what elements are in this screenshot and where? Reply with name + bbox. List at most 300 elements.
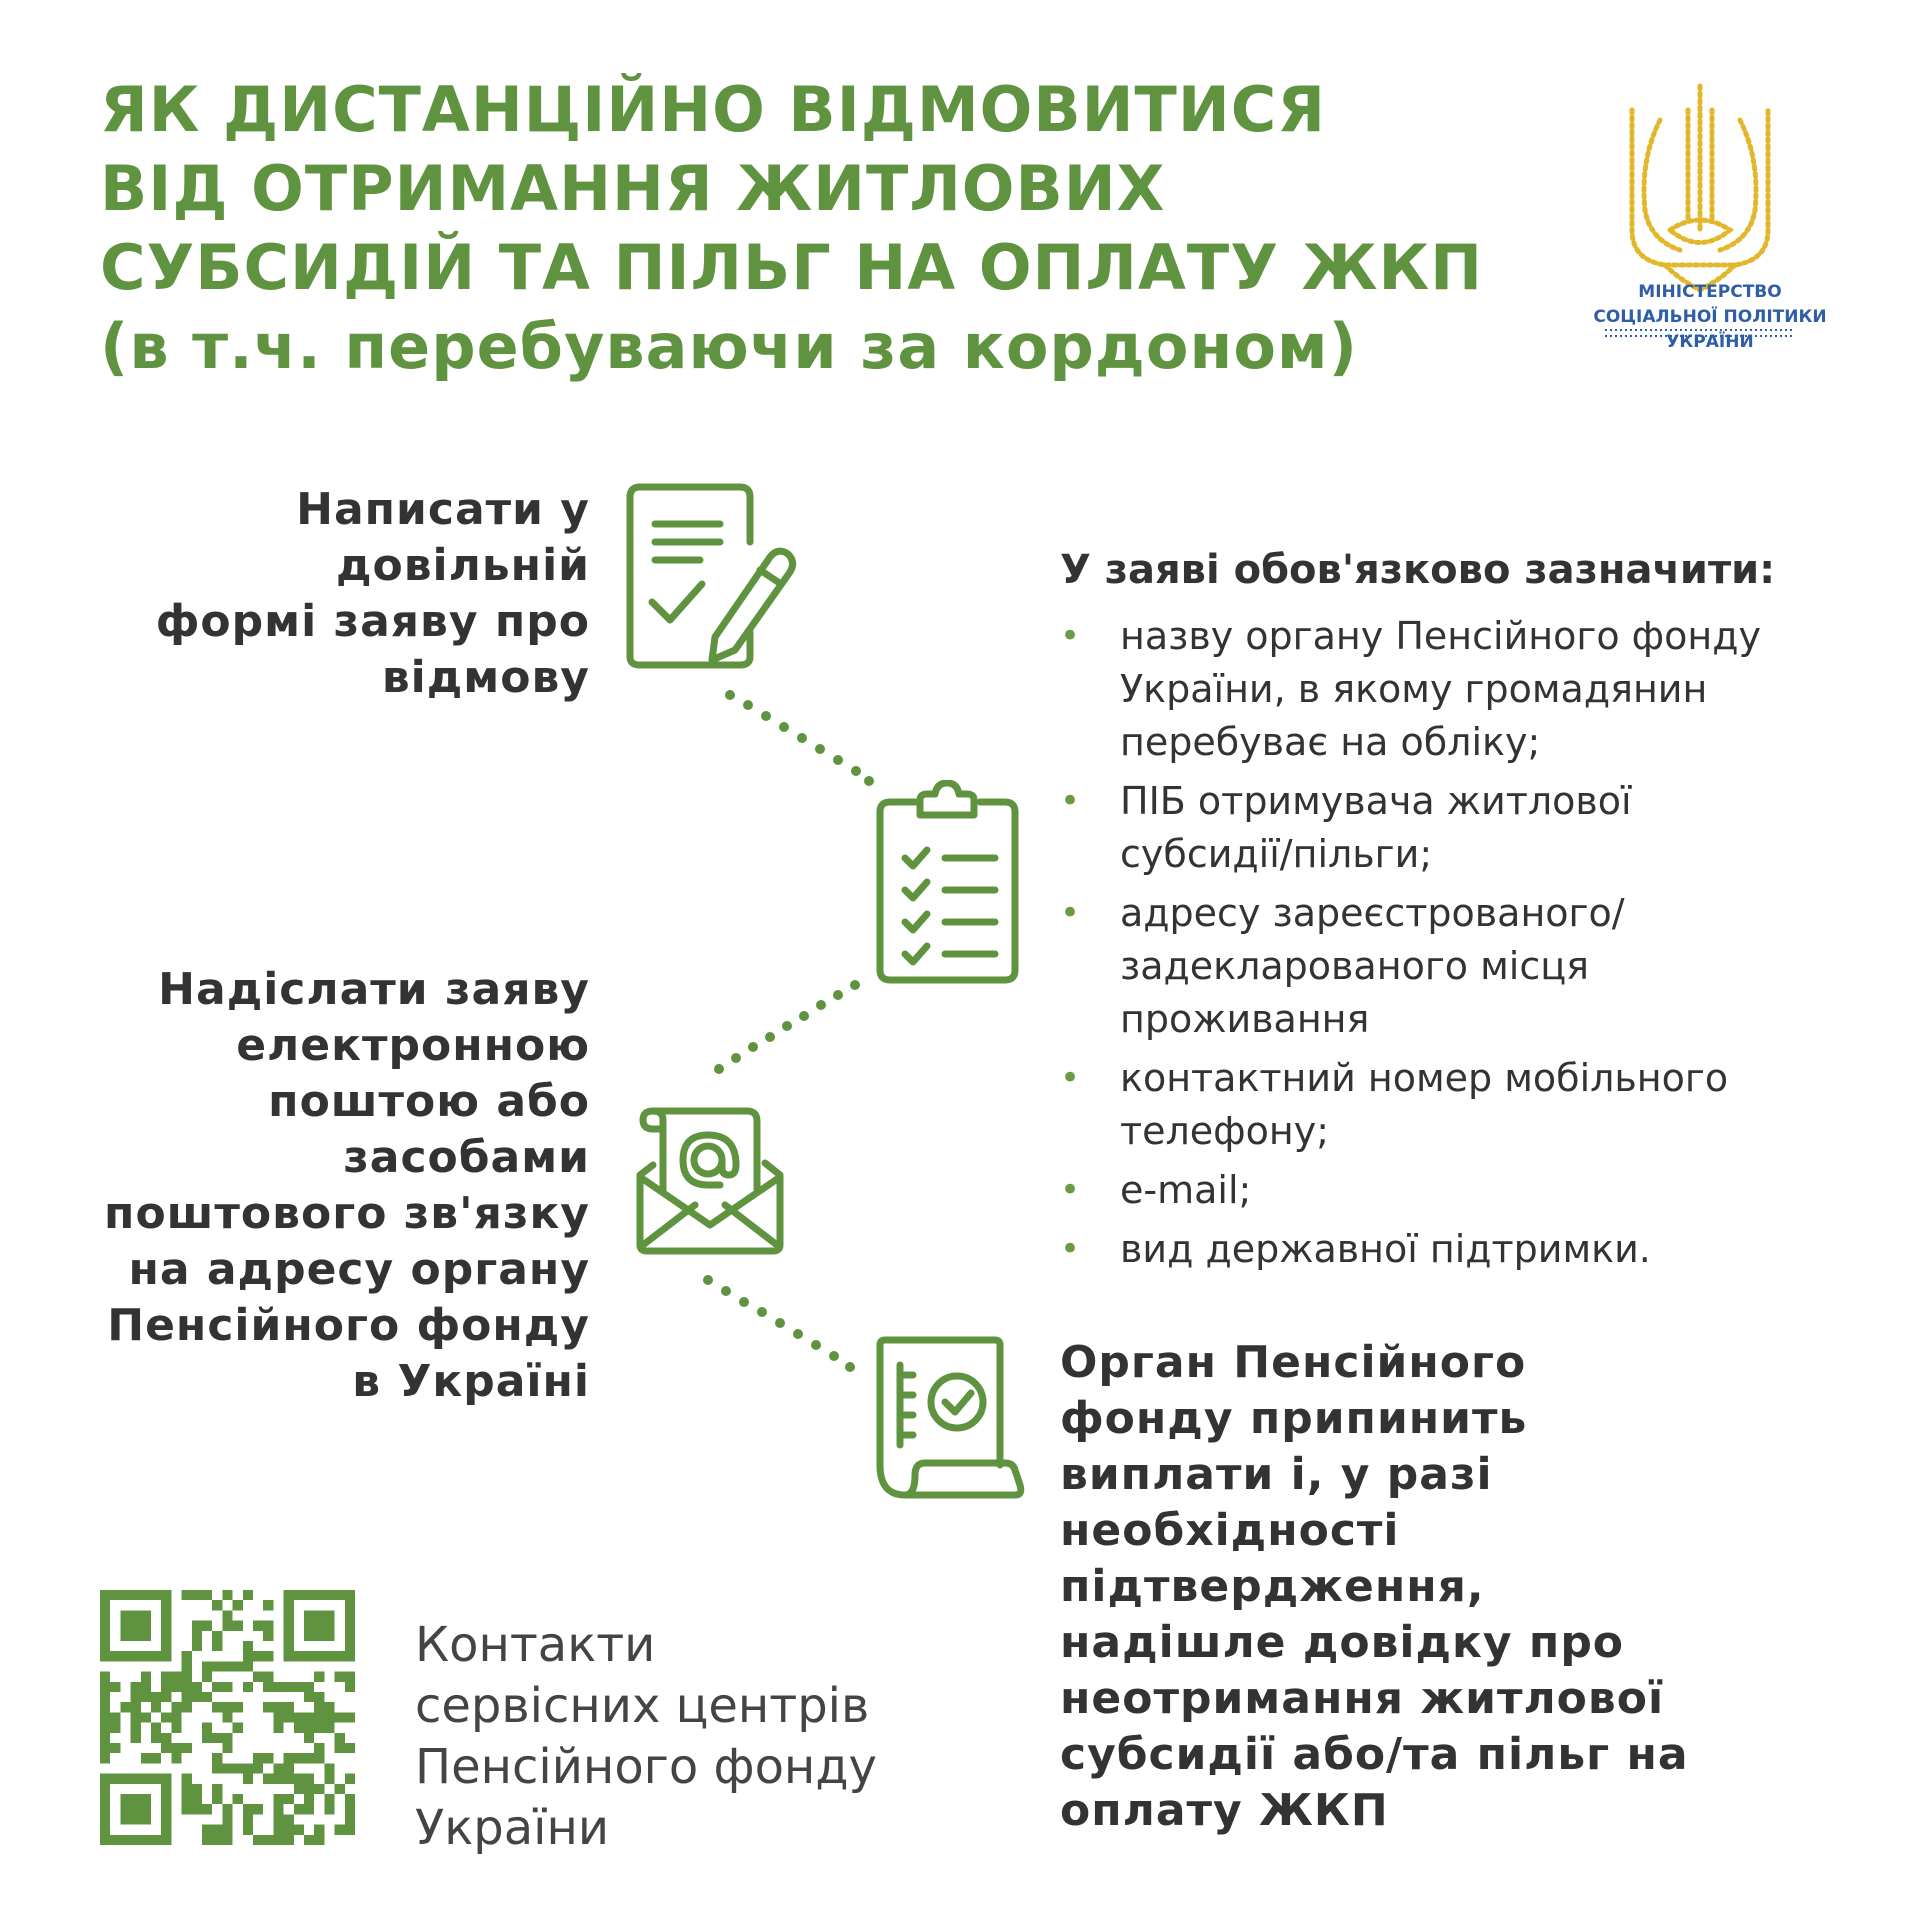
qr-module: [263, 1835, 273, 1845]
qr-module: [314, 1631, 324, 1641]
qr-module: [233, 1702, 243, 1712]
qr-module: [314, 1743, 324, 1753]
qr-module: [273, 1763, 283, 1773]
qr-module: [222, 1743, 232, 1753]
result-line: фонду припинить: [1060, 1393, 1528, 1444]
qr-module: [192, 1631, 202, 1641]
qr-module: [161, 1804, 171, 1814]
qr-module: [110, 1774, 120, 1784]
qr-module: [284, 1763, 294, 1773]
qr-code[interactable]: [100, 1590, 355, 1845]
qr-module: [222, 1804, 232, 1814]
qr-module: [141, 1610, 151, 1620]
qr-module: [335, 1733, 345, 1743]
qr-module: [324, 1621, 334, 1631]
qr-module: [202, 1590, 212, 1600]
qr-module: [100, 1835, 110, 1845]
bullet-icon: •: [1060, 781, 1081, 821]
qr-module: [100, 1672, 110, 1682]
qr-module: [100, 1774, 110, 1784]
qr-module: [120, 1651, 130, 1661]
qr-module: [273, 1712, 283, 1722]
qr-module: [161, 1774, 171, 1784]
qr-module: [161, 1590, 171, 1600]
qr-module: [120, 1814, 130, 1824]
qr-module: [131, 1621, 141, 1631]
qr-module: [253, 1621, 263, 1631]
qr-module: [233, 1763, 243, 1773]
qr-module: [345, 1610, 355, 1620]
list-item-line: e-mail;: [1120, 1168, 1252, 1212]
qr-module: [161, 1733, 171, 1743]
qr-module: [233, 1661, 243, 1671]
qr-module: [100, 1804, 110, 1814]
qr-module: [324, 1794, 334, 1804]
qr-module: [131, 1723, 141, 1733]
qr-module: [284, 1682, 294, 1692]
qr-module: [100, 1794, 110, 1804]
list-item-line: назву органу Пенсійного фонду: [1120, 614, 1762, 658]
qr-module: [345, 1825, 355, 1835]
qr-module: [100, 1651, 110, 1661]
qr-module: [131, 1651, 141, 1661]
qr-module: [100, 1733, 110, 1743]
qr-module: [161, 1631, 171, 1641]
qr-module: [161, 1641, 171, 1651]
list-item: [1060, 1223, 1900, 1276]
qr-module: [100, 1784, 110, 1794]
qr-module: [314, 1590, 324, 1600]
qr-module: [161, 1682, 171, 1692]
qr-module: [273, 1835, 283, 1845]
result-line: оплату ЖКП: [1060, 1785, 1389, 1836]
qr-module: [141, 1692, 151, 1702]
qr-module: [263, 1621, 273, 1631]
list-item-line: проживання: [1120, 997, 1370, 1041]
qr-module: [345, 1814, 355, 1824]
result-line: субсидії або/та пільг на: [1060, 1729, 1689, 1780]
qr-module: [345, 1774, 355, 1784]
qr-module: [233, 1600, 243, 1610]
qr-module: [212, 1753, 222, 1763]
qr-module: [304, 1774, 314, 1784]
qr-module: [141, 1804, 151, 1814]
qr-module: [161, 1621, 171, 1631]
qr-module: [141, 1621, 151, 1631]
step-write-text: [156, 482, 590, 706]
qr-module: [304, 1590, 314, 1600]
qr-module: [243, 1763, 253, 1773]
qr-module: [182, 1743, 192, 1753]
qr-module: [273, 1814, 283, 1824]
qr-module: [304, 1621, 314, 1631]
step-line: електронною: [236, 1020, 590, 1071]
qr-module: [100, 1600, 110, 1610]
list-item-line: контактний номер мобільного: [1120, 1056, 1729, 1100]
qr-module: [284, 1712, 294, 1722]
qr-module: [161, 1835, 171, 1845]
qr-module: [284, 1835, 294, 1845]
qr-module: [324, 1631, 334, 1641]
step-send-text: [104, 962, 590, 1410]
qr-module: [100, 1723, 110, 1733]
qr-module: [284, 1610, 294, 1620]
qr-module: [243, 1814, 253, 1824]
qr-module: [345, 1641, 355, 1651]
qr-module: [284, 1631, 294, 1641]
qr-module: [273, 1723, 283, 1733]
qr-module: [294, 1590, 304, 1600]
qr-module: [314, 1835, 324, 1845]
qr-module: [192, 1682, 202, 1692]
qr-module: [202, 1804, 212, 1814]
bullet-icon: •: [1060, 1058, 1081, 1098]
step-line: на адресу органу: [128, 1244, 590, 1295]
list-item-line: України, в якому громадянин: [1120, 667, 1708, 711]
qr-module: [233, 1621, 243, 1631]
qr-module: [131, 1702, 141, 1712]
qr-module: [141, 1712, 151, 1722]
qr-module: [141, 1835, 151, 1845]
title-line: СУБСИДІЙ ТА ПІЛЬГ НА ОПЛАТУ ЖКП: [100, 231, 1484, 304]
qr-module: [100, 1692, 110, 1702]
qr-module: [202, 1825, 212, 1835]
qr-module: [100, 1641, 110, 1651]
qr-module: [273, 1682, 283, 1692]
document-pen-icon: [620, 482, 810, 672]
qr-module: [324, 1651, 334, 1661]
qr-module: [324, 1723, 334, 1733]
qr-module: [192, 1784, 202, 1794]
qr-module: [335, 1825, 345, 1835]
qr-module: [222, 1763, 232, 1773]
qr-module: [314, 1753, 324, 1763]
ministry-line: СОЦІАЛЬНОЇ ПОЛІТИКИ: [1593, 307, 1827, 327]
qr-module: [120, 1610, 130, 1620]
qr-module: [182, 1702, 192, 1712]
qr-module: [100, 1753, 110, 1763]
qr-module: [212, 1702, 222, 1712]
qr-module: [253, 1835, 263, 1845]
certificate-check-icon: [875, 1335, 1025, 1500]
qr-module: [304, 1753, 314, 1763]
list-item: [1060, 887, 1900, 1046]
qr-module: [345, 1651, 355, 1661]
qr-module: [345, 1600, 355, 1610]
qr-module: [324, 1590, 334, 1600]
result-line: підтвердження,: [1060, 1561, 1485, 1612]
qr-module: [192, 1590, 202, 1600]
contacts-line: України: [415, 1800, 610, 1856]
qr-module: [202, 1723, 212, 1733]
qr-module: [141, 1814, 151, 1824]
qr-module: [345, 1590, 355, 1600]
qr-module: [263, 1753, 273, 1763]
qr-module: [151, 1692, 161, 1702]
qr-module: [222, 1835, 232, 1845]
qr-module: [273, 1702, 283, 1712]
qr-module: [233, 1794, 243, 1804]
qr-module: [100, 1712, 110, 1722]
qr-module: [100, 1743, 110, 1753]
bullet-icon: •: [1060, 893, 1081, 933]
qr-module: [335, 1672, 345, 1682]
qr-module: [324, 1804, 334, 1814]
qr-module: [100, 1814, 110, 1824]
qr-module: [243, 1825, 253, 1835]
qr-module: [141, 1590, 151, 1600]
step-line: Написати у: [296, 484, 590, 535]
title-line: ВІД ОТРИМАННЯ ЖИТЛОВИХ: [100, 152, 1166, 225]
qr-module: [100, 1590, 110, 1600]
qr-module: [222, 1702, 232, 1712]
qr-module: [345, 1743, 355, 1753]
qr-module: [141, 1774, 151, 1784]
qr-module: [161, 1743, 171, 1753]
qr-module: [284, 1651, 294, 1661]
qr-module: [100, 1702, 110, 1712]
qr-module: [151, 1723, 161, 1733]
qr-module: [284, 1753, 294, 1763]
qr-module: [304, 1733, 314, 1743]
qr-module: [294, 1804, 304, 1814]
qr-module: [222, 1621, 232, 1631]
qr-module: [100, 1610, 110, 1620]
qr-module: [284, 1794, 294, 1804]
qr-module: [294, 1774, 304, 1784]
qr-module: [182, 1692, 192, 1702]
qr-module: [131, 1835, 141, 1845]
qr-module: [161, 1814, 171, 1824]
qr-module: [314, 1712, 324, 1722]
qr-module: [161, 1794, 171, 1804]
qr-module: [110, 1712, 120, 1722]
qr-module: [151, 1774, 161, 1784]
qr-module: [314, 1702, 324, 1712]
qr-module: [304, 1723, 314, 1733]
qr-module: [131, 1804, 141, 1814]
qr-module: [151, 1702, 161, 1712]
qr-module: [324, 1712, 334, 1722]
qr-module: [273, 1774, 283, 1784]
qr-module: [212, 1631, 222, 1641]
qr-module: [161, 1672, 171, 1682]
qr-module: [304, 1804, 314, 1814]
qr-module: [284, 1774, 294, 1784]
qr-module: [304, 1784, 314, 1794]
qr-module: [212, 1784, 222, 1794]
qr-module: [182, 1661, 192, 1671]
qr-module: [151, 1590, 161, 1600]
qr-module: [324, 1702, 334, 1712]
qr-module: [202, 1661, 212, 1671]
qr-module: [294, 1682, 304, 1692]
qr-module: [345, 1672, 355, 1682]
qr-module: [294, 1723, 304, 1733]
qr-module: [324, 1763, 334, 1773]
qr-module: [120, 1631, 130, 1641]
qr-module: [233, 1723, 243, 1733]
qr-module: [345, 1712, 355, 1722]
qr-module: [304, 1631, 314, 1641]
result-line: необхідності: [1060, 1505, 1400, 1556]
qr-module: [202, 1835, 212, 1845]
qr-module: [151, 1753, 161, 1763]
list-item-line: субсидії/пільги;: [1120, 832, 1433, 876]
qr-module: [110, 1743, 120, 1753]
qr-module: [294, 1753, 304, 1763]
qr-module: [182, 1804, 192, 1814]
qr-module: [243, 1590, 253, 1600]
qr-module: [222, 1712, 232, 1722]
step-line: формі заяву про: [155, 596, 590, 647]
result-line: Орган Пенсійного: [1060, 1337, 1527, 1388]
qr-module: [222, 1661, 232, 1671]
qr-module: [284, 1641, 294, 1651]
qr-module: [120, 1835, 130, 1845]
step-line: поштою або: [268, 1076, 590, 1127]
qr-module: [120, 1702, 130, 1712]
qr-module: [284, 1600, 294, 1610]
contacts-line: сервісних центрів: [415, 1678, 870, 1734]
qr-module: [243, 1641, 253, 1651]
qr-module: [131, 1610, 141, 1620]
qr-module: [100, 1631, 110, 1641]
qr-module: [171, 1743, 181, 1753]
qr-module: [263, 1682, 273, 1692]
qr-module: [131, 1774, 141, 1784]
qr-module: [304, 1610, 314, 1620]
qr-module: [171, 1723, 181, 1733]
qr-module: [294, 1784, 304, 1794]
qr-module: [284, 1814, 294, 1824]
qr-module: [273, 1825, 283, 1835]
qr-module: [131, 1733, 141, 1743]
qr-module: [100, 1621, 110, 1631]
qr-module: [192, 1641, 202, 1651]
qr-module: [131, 1631, 141, 1641]
qr-module: [182, 1784, 192, 1794]
qr-module: [243, 1804, 253, 1814]
qr-module: [161, 1600, 171, 1610]
qr-module: [110, 1590, 120, 1600]
qr-module: [110, 1651, 120, 1661]
result-text: [1060, 1335, 1689, 1839]
qr-module: [171, 1682, 181, 1692]
qr-module: [192, 1804, 202, 1814]
bullet-icon: •: [1060, 1229, 1081, 1269]
qr-module: [171, 1702, 181, 1712]
qr-module: [212, 1641, 222, 1651]
qr-module: [284, 1702, 294, 1712]
qr-module: [141, 1794, 151, 1804]
qr-module: [263, 1672, 273, 1682]
qr-module: [284, 1621, 294, 1631]
qr-module: [171, 1753, 181, 1763]
step-line: поштового зв'язку: [104, 1188, 590, 1239]
qr-module: [141, 1672, 151, 1682]
qr-module: [304, 1692, 314, 1702]
qr-module: [202, 1692, 212, 1702]
qr-module: [110, 1835, 120, 1845]
list-item-line: адресу зареєстрованого/: [1120, 891, 1625, 935]
qr-module: [314, 1621, 324, 1631]
qr-module: [284, 1825, 294, 1835]
qr-module: [141, 1753, 151, 1763]
qr-module: [131, 1712, 141, 1722]
list-item-line: задекларованого місця: [1120, 944, 1589, 988]
email-envelope-icon: [635, 1105, 785, 1255]
qr-module: [151, 1733, 161, 1743]
qr-module: [161, 1825, 171, 1835]
connector-dots: [703, 690, 874, 1372]
qr-module: [345, 1631, 355, 1641]
list-item-line: ПІБ отримувача житлової: [1120, 779, 1632, 823]
list-item-line: перебуває на обліку;: [1120, 720, 1541, 764]
qr-module: [314, 1692, 324, 1702]
qr-module: [161, 1651, 171, 1661]
qr-module: [304, 1712, 314, 1722]
qr-module: [273, 1794, 283, 1804]
qr-module: [120, 1590, 130, 1600]
qr-module: [345, 1794, 355, 1804]
list-item-line: телефону;: [1120, 1109, 1330, 1153]
qr-module: [222, 1682, 232, 1692]
requirements-heading: У заяві обов'язково зазначити:: [1060, 547, 1776, 593]
qr-module: [141, 1682, 151, 1692]
qr-module: [324, 1774, 334, 1784]
qr-module: [161, 1712, 171, 1722]
qr-module: [182, 1672, 192, 1682]
ministry-line: УКРАЇНИ: [1666, 332, 1754, 352]
qr-module: [243, 1651, 253, 1661]
qr-module: [253, 1763, 263, 1773]
qr-module: [222, 1610, 232, 1620]
qr-module: [141, 1631, 151, 1641]
qr-module: [131, 1590, 141, 1600]
qr-module: [161, 1610, 171, 1620]
qr-module: [273, 1804, 283, 1814]
qr-module: [243, 1661, 253, 1671]
list-item: [1060, 1052, 1900, 1158]
qr-module: [243, 1682, 253, 1692]
qr-module: [294, 1651, 304, 1661]
qr-module: [335, 1712, 345, 1722]
qr-module: [131, 1692, 141, 1702]
qr-module: [171, 1712, 181, 1722]
clipboard-checklist-icon: [875, 780, 1020, 985]
result-line: виплати і, у разі: [1060, 1449, 1493, 1500]
page-title: [100, 70, 1530, 386]
qr-module: [120, 1794, 130, 1804]
qr-module: [345, 1804, 355, 1814]
qr-module: [141, 1651, 151, 1661]
qr-module: [253, 1753, 263, 1763]
qr-module: [253, 1804, 263, 1814]
qr-module: [335, 1651, 345, 1661]
list-item-line: вид державної підтримки.: [1120, 1227, 1651, 1271]
qr-module: [120, 1804, 130, 1814]
qr-module: [324, 1610, 334, 1620]
title-line: (в т.ч. перебуваючи за кордоном): [100, 310, 1358, 383]
qr-module: [182, 1774, 192, 1784]
qr-module: [314, 1672, 324, 1682]
qr-module: [345, 1621, 355, 1631]
qr-module: [110, 1682, 120, 1692]
qr-module: [131, 1794, 141, 1804]
qr-module: [263, 1600, 273, 1610]
qr-module: [212, 1835, 222, 1845]
